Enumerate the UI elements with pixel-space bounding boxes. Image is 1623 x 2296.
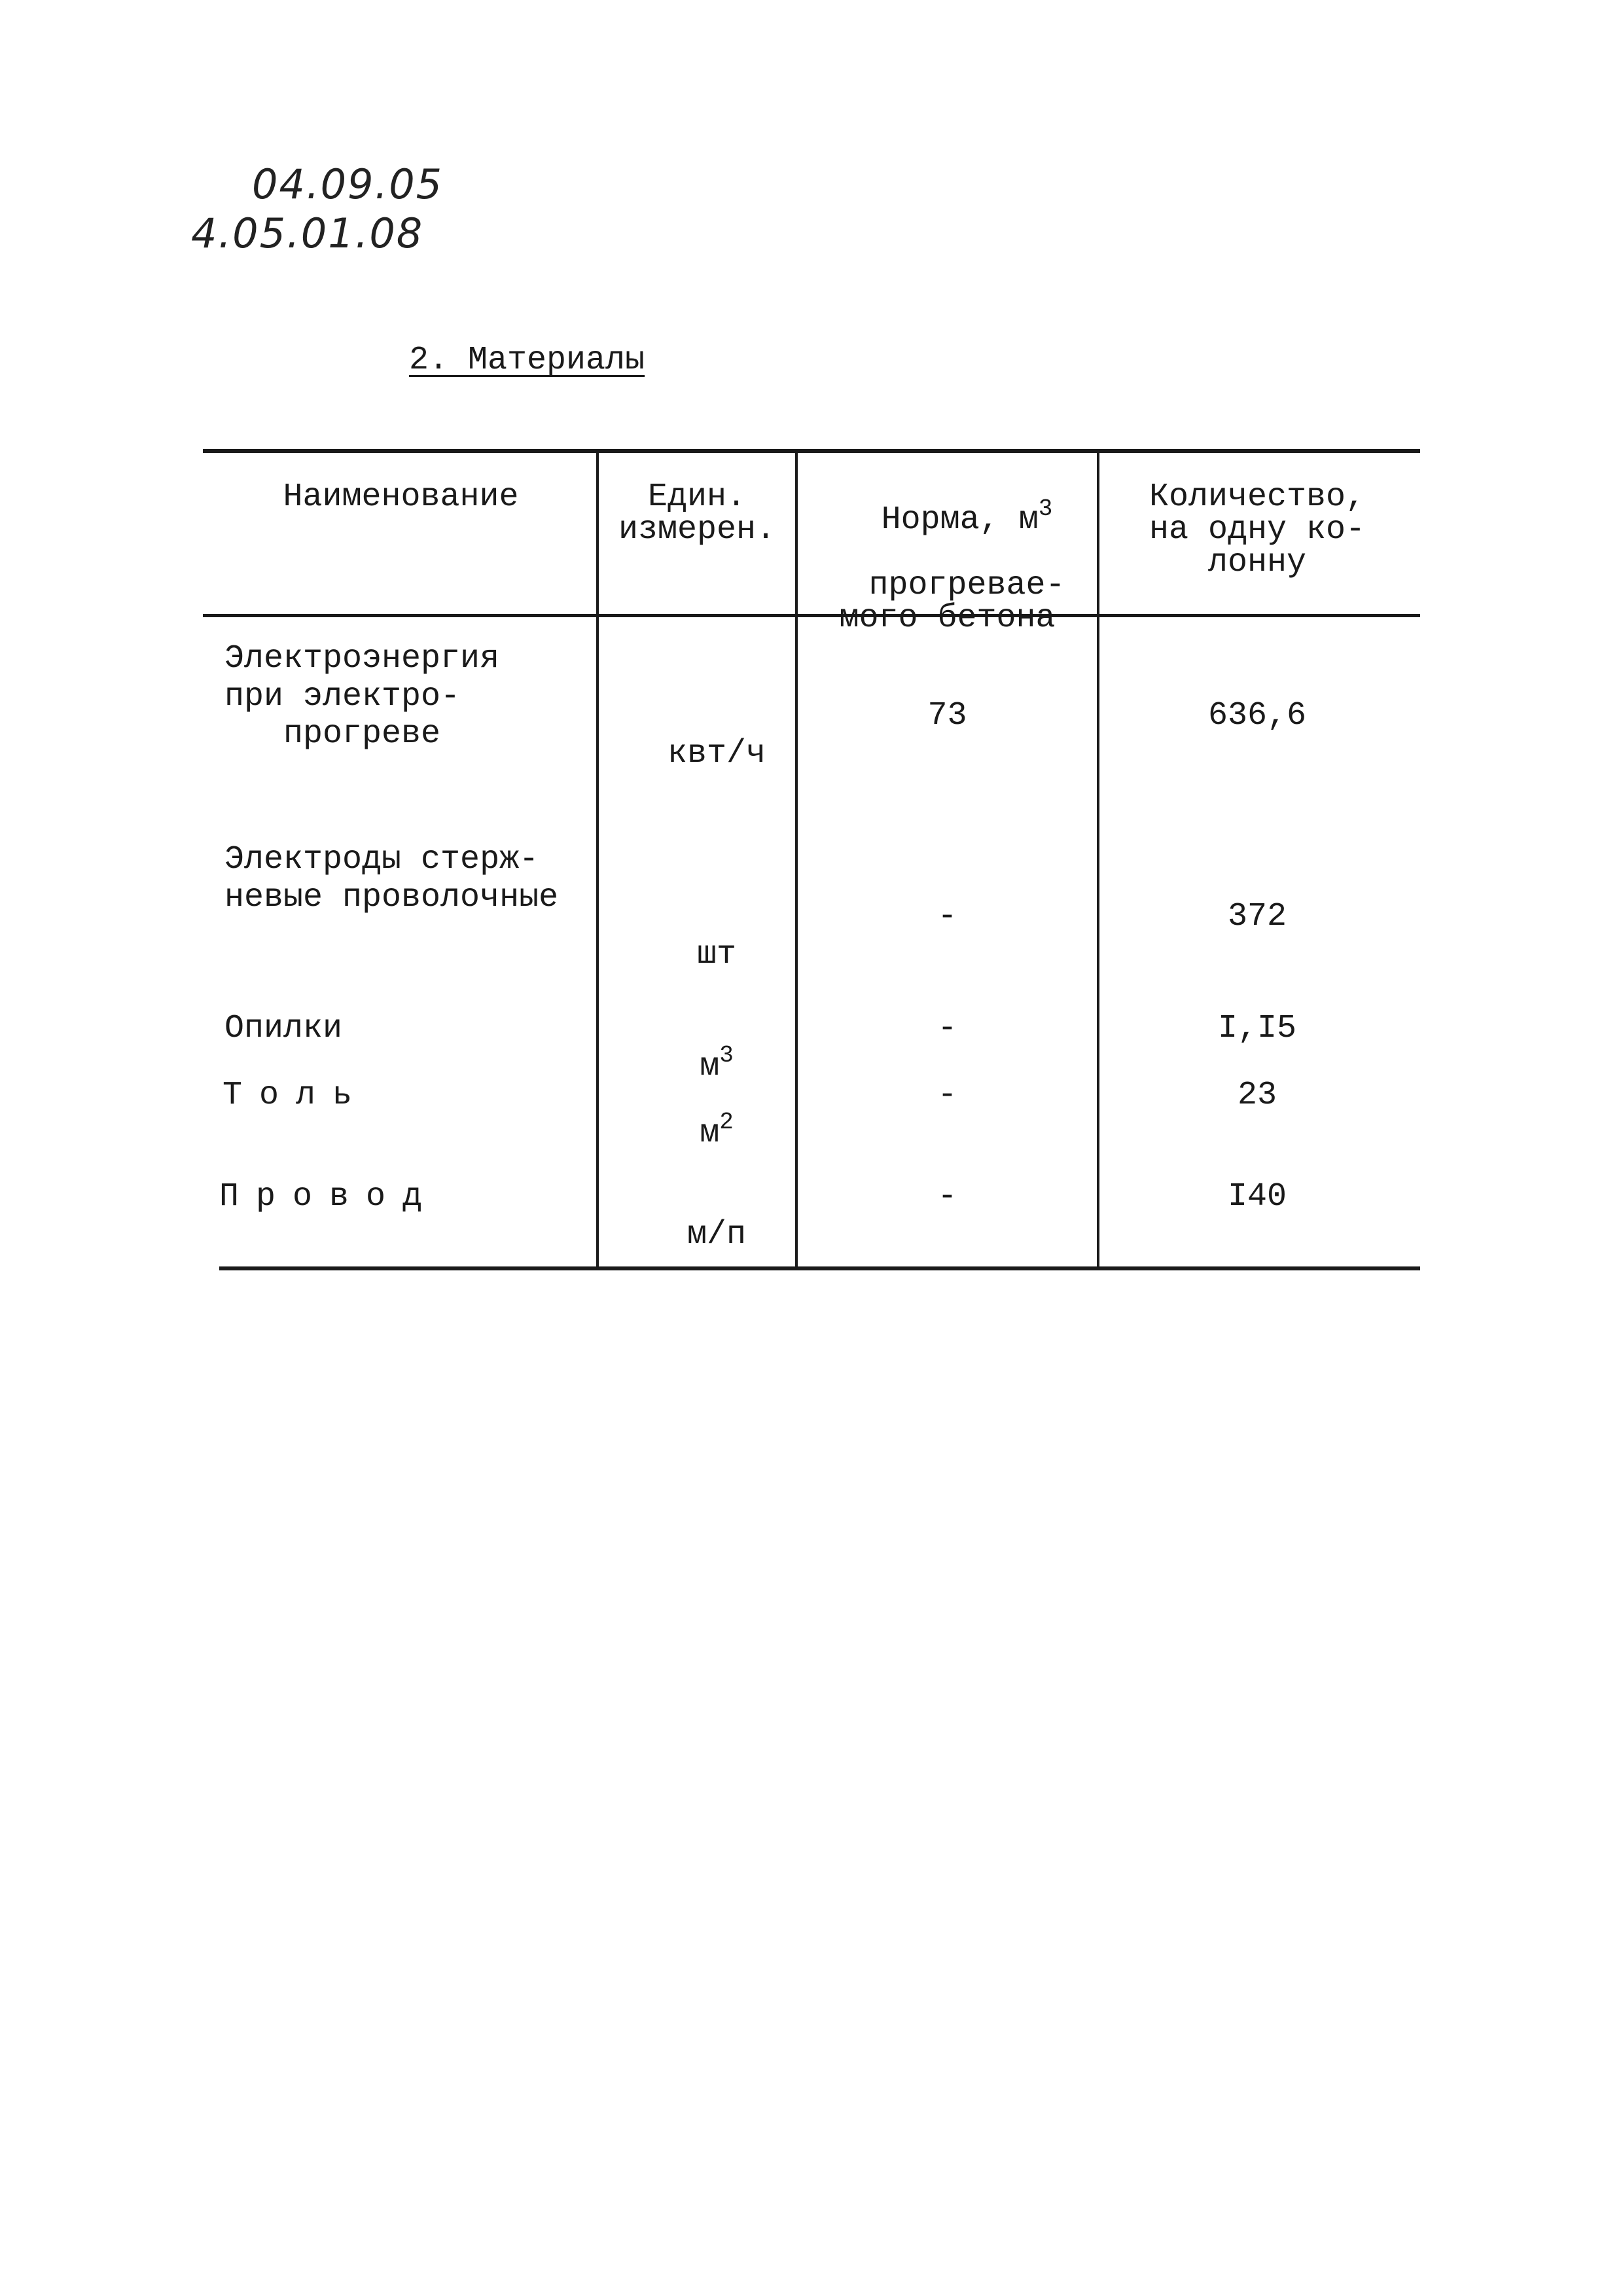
row-3-unit-sup: 3: [719, 1041, 734, 1069]
row-5-norm: -: [937, 1178, 957, 1215]
handwritten-code-2: 4.05.01.08: [191, 209, 424, 257]
row-2-norm: -: [937, 898, 957, 935]
table-col-divider-3: [1097, 449, 1099, 1270]
table-col-divider-1: [596, 449, 599, 1270]
table-bottom-rule: [219, 1266, 1420, 1270]
header-norm: [798, 471, 1096, 635]
row-3-unit: [599, 1010, 794, 1085]
row-5-name: Провод: [219, 1178, 440, 1215]
row-5-unit: [599, 1178, 794, 1253]
header-name: Наименование: [283, 478, 519, 516]
header-unit: Един. измерен.: [618, 478, 776, 548]
row-4-name: Толь: [223, 1077, 370, 1114]
row-5-unit-text: м/п: [687, 1215, 747, 1253]
row-3-qty: I,I5: [1217, 1010, 1297, 1047]
table-top-rule: [203, 449, 1420, 453]
row-4-unit: [599, 1077, 794, 1152]
row-4-norm: -: [937, 1077, 957, 1114]
row-3-name: Опилки: [224, 1010, 343, 1047]
row-1-name: Электроэнергия при электро- прогреве: [224, 640, 500, 753]
row-4-unit-text: м: [700, 1114, 720, 1152]
row-3-norm: -: [937, 1010, 957, 1047]
row-1-unit: [599, 697, 794, 772]
row-5-qty: I40: [1227, 1178, 1287, 1215]
row-2-qty: 372: [1227, 898, 1287, 935]
row-4-qty: 23: [1237, 1077, 1277, 1114]
row-1-qty: 636,6: [1207, 697, 1307, 734]
row-2-unit: [599, 898, 794, 973]
row-1-norm: 73: [927, 697, 967, 734]
row-4-unit-sup: 2: [719, 1108, 734, 1136]
row-1-unit-text: квт/ч: [667, 734, 766, 772]
row-3-unit-text: м: [700, 1047, 720, 1085]
header-qty: Количество, на одну ко- лонну: [1149, 478, 1366, 581]
header-norm-rest: прогревае- мого бетона: [839, 567, 1065, 637]
header-norm-label: Норма, м: [881, 501, 1039, 539]
section-title: 2. Материалы: [409, 342, 645, 379]
handwritten-code-1: 04.09.05: [252, 160, 444, 208]
header-norm-sup: 3: [1038, 495, 1053, 523]
row-2-name: Электроды стерж- невые проволочные: [224, 841, 559, 916]
row-2-unit-text: шт: [697, 935, 737, 973]
table-col-divider-2: [795, 449, 798, 1270]
